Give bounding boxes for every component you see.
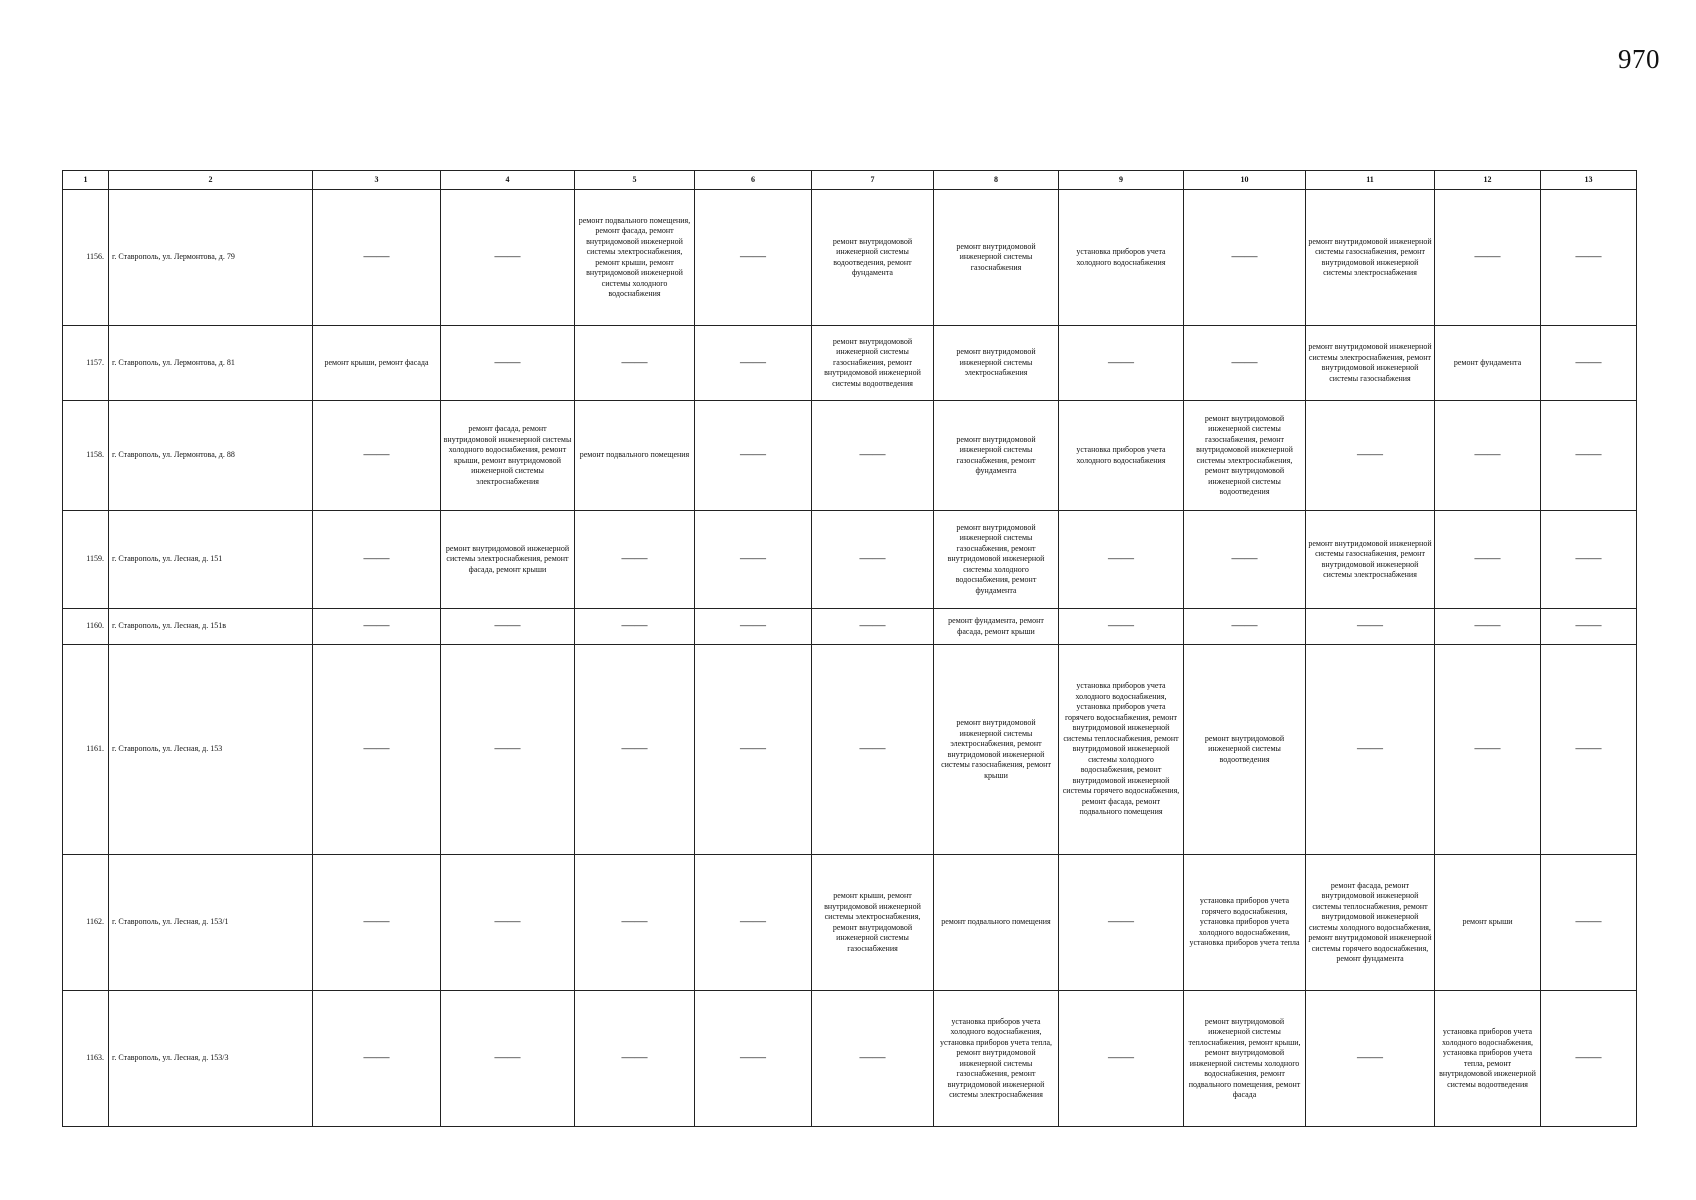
empty-dash-cell: —— [812,645,934,855]
empty-dash-cell: —— [313,991,441,1127]
column-number-header: 5 [575,171,695,190]
address-cell: г. Ставрополь, ул. Лермонтова, д. 88 [109,401,313,511]
empty-dash-cell: —— [695,511,812,609]
work-description-cell: установка приборов учета холодного водоснабжения, установка приборов учета тепла, ремонт внутридомовой инженерной системы водоотведения [1435,991,1541,1127]
empty-dash-cell: —— [812,991,934,1127]
work-description-cell: ремонт подвального помещения, ремонт фасада, ремонт внутридомовой инженерной системы электроснабжения, ремонт крыши, ремонт внутридомовой инженерной системы холодного водоснабжения [575,190,695,326]
column-number-header: 3 [313,171,441,190]
empty-dash-cell: —— [575,991,695,1127]
address-cell: г. Ставрополь, ул. Лесная, д. 153/1 [109,855,313,991]
empty-dash-cell: —— [1184,190,1306,326]
table-row [63,855,1637,991]
work-description-cell: установка приборов учета холодного водоснабжения [1059,190,1184,326]
work-description-cell: ремонт внутридомовой инженерной системы газоснабжения, ремонт внутридомовой инженерной системы электроснабжения, ремонт внутридомовой инженерной системы водоотведения [1184,401,1306,511]
empty-dash-cell: —— [1541,855,1637,991]
work-description-cell: ремонт крыши, ремонт внутридомовой инженерной системы электроснабжения, ремонт внутридомовой инженерной системы газоснабжения [812,855,934,991]
address-cell: г. Ставрополь, ул. Лермонтова, д. 81 [109,326,313,401]
work-description-cell: ремонт внутридомовой инженерной системы газоснабжения, ремонт фундамента [934,401,1059,511]
page-number: 970 [1618,44,1660,74]
work-description-cell: ремонт внутридомовой инженерной системы газоснабжения, ремонт внутридомовой инженерной системы холодного водоснабжения, ремонт фундамента [934,511,1059,609]
row-number-cell: 1161. [63,645,109,855]
empty-dash-cell: —— [695,645,812,855]
work-description-cell: ремонт внутридомовой инженерной системы электроснабжения, ремонт внутридомовой инженерной системы газоснабжения, ремонт крыши [934,645,1059,855]
work-description-cell: установка приборов учета холодного водоснабжения, установка приборов учета тепла, ремонт внутридомовой инженерной системы газоснабжения, ремонт внутридомовой инженерной системы электроснабжения [934,991,1059,1127]
empty-dash-cell: —— [1541,190,1637,326]
empty-dash-cell: —— [1435,511,1541,609]
empty-dash-cell: —— [1435,401,1541,511]
empty-dash-cell: —— [1059,855,1184,991]
empty-dash-cell: —— [313,645,441,855]
work-description-cell: ремонт внутридомовой инженерной системы электроснабжения [934,326,1059,401]
column-number-header: 6 [695,171,812,190]
table-row [63,190,1637,326]
work-description-cell: установка приборов учета холодного водоснабжения, установка приборов учета горячего водоснабжения, ремонт внутридомовой инженерной системы теплоснабжения, ремонт внутридомовой инженерной системы холодного водоснабжения, ремонт внутридомовой инженерной системы горячего водоснабжения, ремонт фасада, ремонт подвального помещения [1059,645,1184,855]
column-number-header: 12 [1435,171,1541,190]
empty-dash-cell: —— [695,609,812,645]
address-cell: г. Ставрополь, ул. Лесная, д. 153/3 [109,991,313,1127]
empty-dash-cell: —— [441,991,575,1127]
work-description-cell: ремонт фасада, ремонт внутридомовой инженерной системы теплоснабжения, ремонт внутридомовой инженерной системы холодного водоснабжения, ремонт внутридомовой инженерной системы горячего водоснабжения, ремонт фундамента [1306,855,1435,991]
empty-dash-cell: —— [695,190,812,326]
column-number-row [63,171,1637,190]
row-number-cell: 1163. [63,991,109,1127]
empty-dash-cell: —— [1059,991,1184,1127]
empty-dash-cell: —— [1059,326,1184,401]
address-cell: г. Ставрополь, ул. Лесная, д. 151в [109,609,313,645]
empty-dash-cell: —— [1059,511,1184,609]
column-number-header: 10 [1184,171,1306,190]
work-description-cell: ремонт внутридомовой инженерной системы электроснабжения, ремонт внутридомовой инженерной системы газоснабжения [1306,326,1435,401]
empty-dash-cell: —— [695,855,812,991]
table-row [63,326,1637,401]
address-cell: г. Ставрополь, ул. Лермонтова, д. 79 [109,190,313,326]
work-description-cell: ремонт фундамента, ремонт фасада, ремонт крыши [934,609,1059,645]
row-number-cell: 1162. [63,855,109,991]
empty-dash-cell: —— [441,326,575,401]
work-description-cell: ремонт внутридомовой инженерной системы газоснабжения, ремонт внутридомовой инженерной системы электроснабжения [1306,190,1435,326]
work-description-cell: ремонт внутридомовой инженерной системы газоснабжения, ремонт внутридомовой инженерной системы водоотведения [812,326,934,401]
empty-dash-cell: —— [575,645,695,855]
empty-dash-cell: —— [1306,609,1435,645]
empty-dash-cell: —— [1541,645,1637,855]
empty-dash-cell: —— [575,855,695,991]
work-description-cell: ремонт крыши, ремонт фасада [313,326,441,401]
empty-dash-cell: —— [812,401,934,511]
empty-dash-cell: —— [575,326,695,401]
work-description-cell: ремонт фасада, ремонт внутридомовой инженерной системы холодного водоснабжения, ремонт крыши, ремонт внутридомовой инженерной системы электроснабжения [441,401,575,511]
column-number-header: 9 [1059,171,1184,190]
empty-dash-cell: —— [1306,401,1435,511]
work-description-cell: ремонт крыши [1435,855,1541,991]
empty-dash-cell: —— [812,511,934,609]
empty-dash-cell: —— [441,609,575,645]
work-description-cell: ремонт фундамента [1435,326,1541,401]
empty-dash-cell: —— [441,645,575,855]
empty-dash-cell: —— [1306,991,1435,1127]
work-description-cell: ремонт внутридомовой инженерной системы газоснабжения, ремонт внутридомовой инженерной системы электроснабжения [1306,511,1435,609]
work-description-cell: установка приборов учета горячего водоснабжения, установка приборов учета холодного водоснабжения, установка приборов учета тепла [1184,855,1306,991]
work-description-cell: ремонт внутридомовой инженерной системы водоотведения, ремонт фундамента [812,190,934,326]
empty-dash-cell: —— [313,855,441,991]
table-body [63,190,1637,1127]
column-number-header: 2 [109,171,313,190]
empty-dash-cell: —— [1184,609,1306,645]
table-row [63,609,1637,645]
empty-dash-cell: —— [313,609,441,645]
empty-dash-cell: —— [441,855,575,991]
empty-dash-cell: —— [1435,609,1541,645]
empty-dash-cell: —— [1541,326,1637,401]
work-description-cell: ремонт внутридомовой инженерной системы газоснабжения [934,190,1059,326]
row-number-cell: 1160. [63,609,109,645]
column-number-header: 8 [934,171,1059,190]
column-number-header: 13 [1541,171,1637,190]
empty-dash-cell: —— [1059,609,1184,645]
empty-dash-cell: —— [1435,190,1541,326]
empty-dash-cell: —— [695,401,812,511]
column-number-header: 1 [63,171,109,190]
row-number-cell: 1158. [63,401,109,511]
row-number-cell: 1156. [63,190,109,326]
work-description-cell: ремонт внутридомовой инженерной системы теплоснабжения, ремонт крыши, ремонт внутридомовой инженерной системы холодного водоснабжения, ремонт подвального помещения, ремонт фасада [1184,991,1306,1127]
work-description-cell: ремонт внутридомовой инженерной системы электроснабжения, ремонт фасада, ремонт крыши [441,511,575,609]
column-number-header: 11 [1306,171,1435,190]
empty-dash-cell: —— [313,401,441,511]
work-description-cell: ремонт подвального помещения [934,855,1059,991]
empty-dash-cell: —— [313,190,441,326]
table-row [63,511,1637,609]
empty-dash-cell: —— [1184,326,1306,401]
empty-dash-cell: —— [1541,991,1637,1127]
row-number-cell: 1157. [63,326,109,401]
empty-dash-cell: —— [1435,645,1541,855]
work-description-cell: ремонт внутридомовой инженерной системы водоотведения [1184,645,1306,855]
table-row [63,401,1637,511]
table-row [63,991,1637,1127]
work-description-cell: ремонт подвального помещения [575,401,695,511]
column-number-header: 4 [441,171,575,190]
empty-dash-cell: —— [1184,511,1306,609]
empty-dash-cell: —— [695,991,812,1127]
column-number-header: 7 [812,171,934,190]
row-number-cell: 1159. [63,511,109,609]
empty-dash-cell: —— [695,326,812,401]
empty-dash-cell: —— [313,511,441,609]
empty-dash-cell: —— [1541,401,1637,511]
address-cell: г. Ставрополь, ул. Лесная, д. 151 [109,511,313,609]
repair-schedule-table [62,170,1637,1127]
empty-dash-cell: —— [575,511,695,609]
work-description-cell: установка приборов учета холодного водоснабжения [1059,401,1184,511]
empty-dash-cell: —— [1306,645,1435,855]
address-cell: г. Ставрополь, ул. Лесная, д. 153 [109,645,313,855]
empty-dash-cell: —— [575,609,695,645]
empty-dash-cell: —— [441,190,575,326]
empty-dash-cell: —— [1541,609,1637,645]
empty-dash-cell: —— [1541,511,1637,609]
table-row [63,645,1637,855]
empty-dash-cell: —— [812,609,934,645]
